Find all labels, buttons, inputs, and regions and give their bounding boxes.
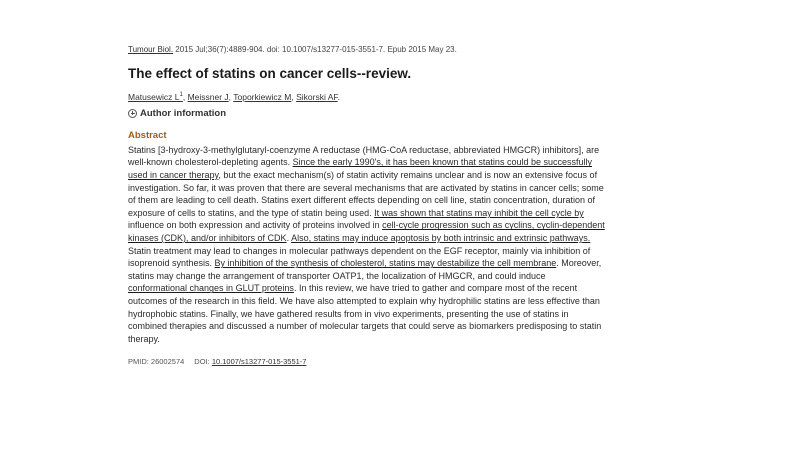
- abstract-segment: .: [286, 232, 292, 243]
- abstract-line: [128, 333, 668, 346]
- abstract-segment: . Moreover,: [556, 258, 602, 269]
- highlighted-sentence: cell-cycle progression such as cyclins, cyclin-dependent: [382, 220, 605, 231]
- abstract-line: [128, 144, 668, 157]
- abstract-segment: hydrophobic statins. Finally, we have gathered results from in vivo experiments, presenting the use of statins in: [128, 308, 569, 319]
- citation-details: 2015 Jul;36(7):4889-904. doi: 10.1007/s13277-015-3551-7. Epub 2015 May 23.: [173, 45, 457, 54]
- author-separator: ,: [291, 91, 297, 102]
- abstract-segment: , but the exact mechanism(s) of statin activity remains unclear and is now an extensive focus of: [218, 170, 598, 181]
- abstract-line: [128, 295, 668, 308]
- doi-link[interactable]: 10.1007/s13277-015-3551-7: [211, 357, 307, 367]
- abstract-segment: exposure of cells to statins, and the type of statin being used.: [128, 207, 375, 218]
- highlighted-sentence: Also, statins may induce apoptosis by both intrinsic and extrinsic pathways.: [291, 232, 591, 243]
- abstract-line: [128, 169, 668, 182]
- expand-plus-icon: [128, 109, 137, 118]
- highlighted-sentence: conformational changes in GLUT proteins: [128, 283, 294, 294]
- author-link[interactable]: Sikorski AF: [296, 91, 338, 102]
- author-separator: ,: [182, 91, 188, 102]
- highlighted-sentence: used in cancer therapy: [128, 170, 219, 181]
- article-footer: [128, 357, 668, 367]
- abstract-line: [128, 219, 668, 232]
- abstract-line: [128, 270, 668, 283]
- abstract-line: [128, 320, 668, 333]
- abstract-line: [128, 257, 668, 270]
- highlighted-sentence: Since the early 1990's, it has been known that statins could be successfully: [292, 157, 592, 168]
- abstract-segment: outcomes of the research in this field. We have also attempted to explain why hydrophilic statins are less effective than: [128, 295, 600, 306]
- pmid: PMID: 26002574: [128, 357, 185, 367]
- abstract-line: [128, 308, 668, 321]
- abstract-segment: isoprenoid synthesis.: [128, 258, 215, 269]
- author-link[interactable]: Toporkiewicz M: [233, 91, 292, 102]
- author-information-toggle[interactable]: [128, 107, 668, 120]
- author-link[interactable]: Meissner J: [187, 91, 229, 102]
- abstract-segment: . In this review, we have tried to gather and compare most of the recent: [293, 283, 578, 294]
- highlighted-sentence: By inhibition of the synthesis of cholesterol, statins may destabilize the cell membrane: [214, 258, 557, 269]
- author-link[interactable]: Matusewicz $L^1$: [128, 91, 183, 102]
- abstract-line: [128, 194, 668, 207]
- abstract-text: [128, 144, 668, 346]
- author-affiliation-sup: 1: [179, 92, 183, 98]
- abstract-segment: well-known cholesterol-depleting agents.: [128, 157, 293, 168]
- doi-label: DOI:: [194, 357, 212, 367]
- abstract-segment: statins may change the arrangement of transporter OATP1, the localization of HMGCR, and could induce: [128, 270, 546, 281]
- abstract-line: [128, 207, 668, 220]
- abstract-line: [128, 156, 668, 169]
- abstract-line: [128, 232, 668, 245]
- highlighted-sentence: kinases (CDK), and/or inhibitors of CDK: [128, 232, 287, 243]
- abstract-line: [128, 245, 668, 258]
- abstract-line: [128, 282, 668, 295]
- author-separator: .: [337, 91, 341, 102]
- abstract-segment: combined therapies and discussed a number of molecular targets that could serve as biomarkers predisposing to statin: [128, 321, 602, 332]
- article-title: The effect of statins on cancer cells--review.: [128, 66, 412, 81]
- abstract-heading: Abstract: [128, 129, 167, 141]
- abstract-segment: Statin treatment may lead to changes in molecular pathways dependent on the EGF receptor, mainly via inhibition of: [128, 245, 591, 256]
- journal-link[interactable]: Tumour Biol.: [128, 45, 174, 54]
- abstract-segment: investigation. So far, it was proven that there are several mechanisms that are activated by statins in cancer cells; some: [128, 182, 604, 193]
- abstract-segment: influence on both expression and activity of proteins involved in: [128, 220, 383, 231]
- article: [128, 44, 668, 367]
- abstract-segment: Statins [3-hydroxy-3-methylglutaryl-coenzyme A reductase (HMG-CoA reductase, abbreviated HMGCR) inhibitors], are: [128, 144, 600, 155]
- author-separator: ,: [228, 91, 234, 102]
- author-list: [128, 89, 668, 103]
- abstract-segment: of them are leading to cell death. Statins exert different effects depending on cell line, statin concentration, duration of: [128, 195, 595, 206]
- citation: [128, 44, 668, 55]
- abstract-segment: therapy.: [128, 333, 160, 344]
- author-information-label: Author information: [140, 107, 227, 119]
- highlighted-sentence: It was shown that statins may inhibit the cell cycle by: [374, 207, 584, 218]
- abstract-line: [128, 182, 668, 195]
